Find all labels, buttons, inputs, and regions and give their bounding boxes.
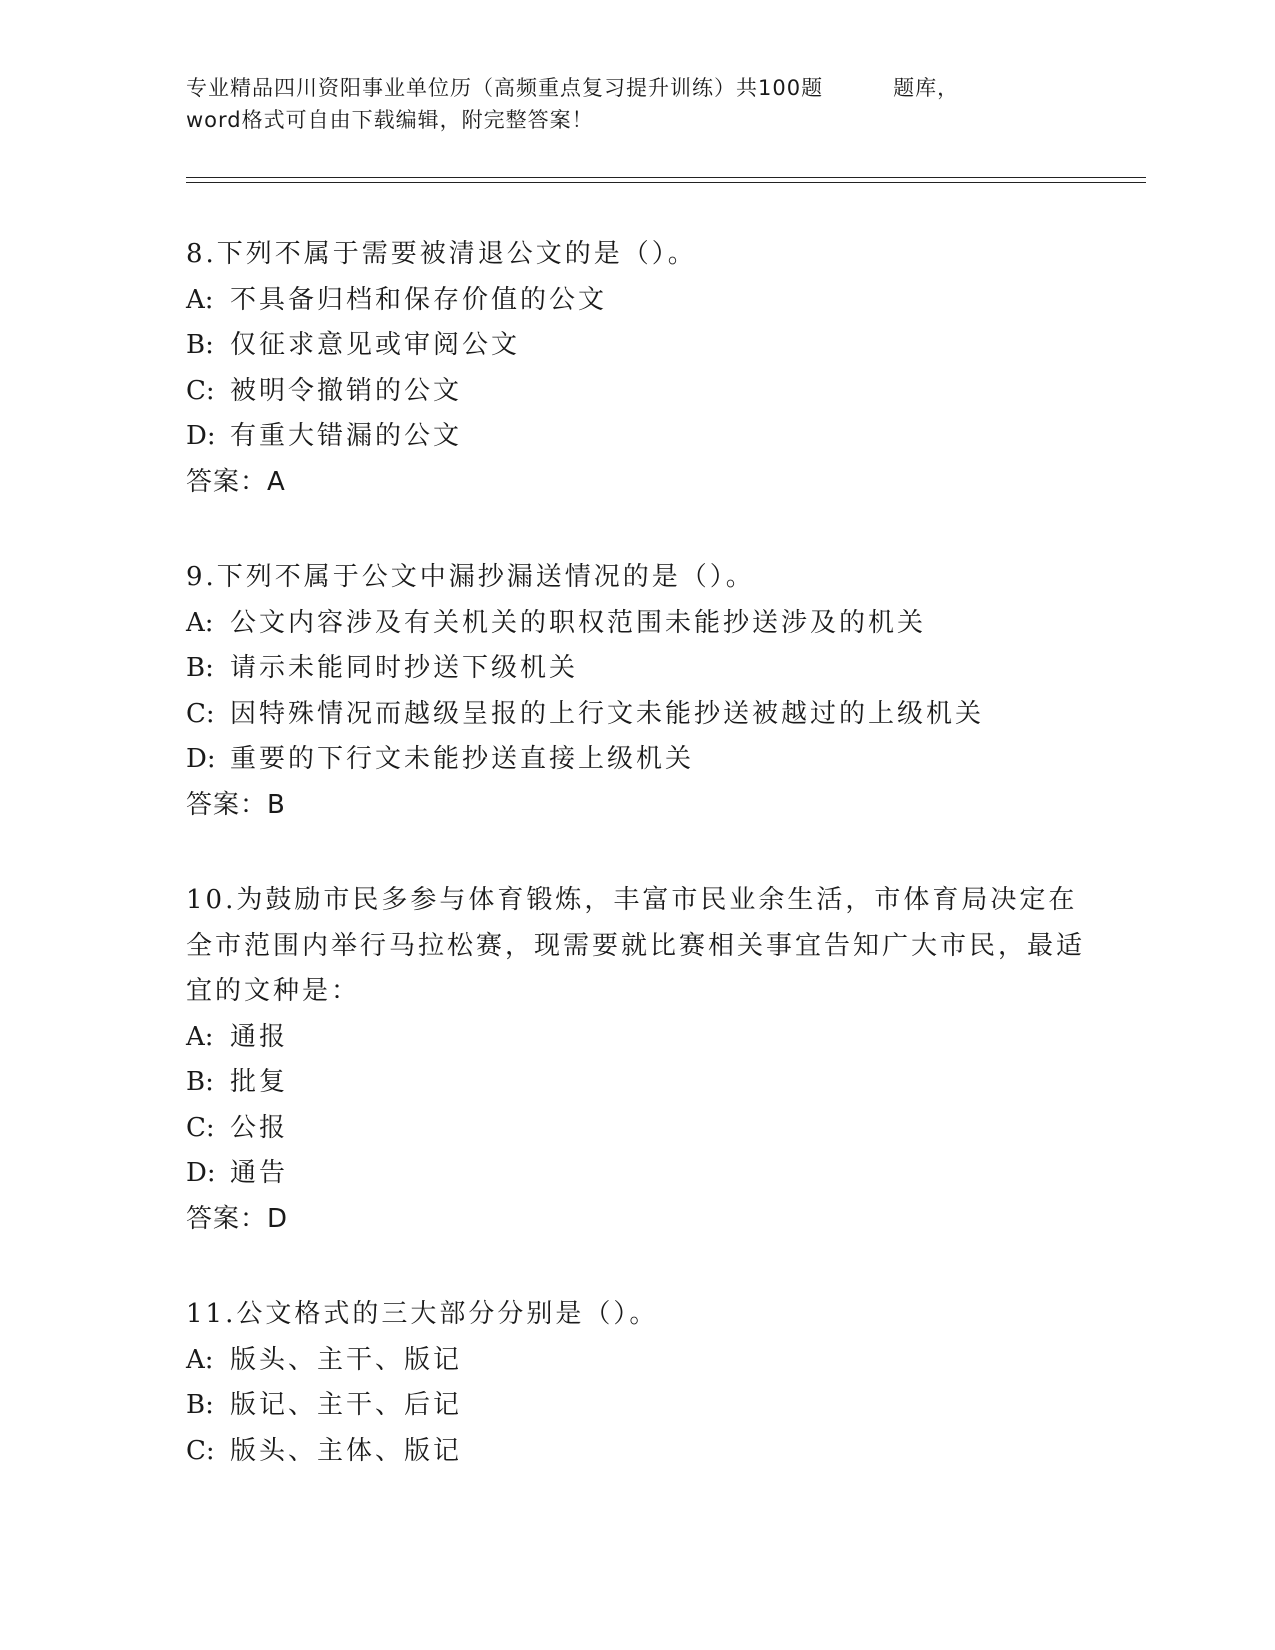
question-option bbox=[186, 1151, 1086, 1197]
option-text: 版记、主干、后记 bbox=[230, 1390, 463, 1420]
document-header bbox=[186, 72, 1146, 136]
question-item bbox=[186, 232, 1086, 505]
question-option bbox=[186, 1383, 1086, 1429]
option-key: A: bbox=[186, 284, 214, 315]
option-key: A: bbox=[186, 1021, 214, 1052]
option-text: 重要的下行文未能抄送直接上级机关 bbox=[230, 744, 695, 774]
option-key: A: bbox=[186, 607, 214, 638]
option-text: 被明令撤销的公文 bbox=[230, 375, 463, 406]
option-key: A: bbox=[186, 1344, 214, 1375]
question-option bbox=[186, 369, 1086, 415]
question-answer: 答案：B bbox=[186, 789, 286, 820]
question-item bbox=[186, 878, 1086, 1242]
header-divider-bottom bbox=[186, 182, 1146, 183]
option-key: D: bbox=[186, 744, 216, 774]
option-key: B: bbox=[186, 330, 214, 360]
header-subtitle: word格式可自由下载编辑，附完整答案！ bbox=[186, 108, 594, 132]
option-key: C: bbox=[186, 698, 215, 729]
question-stem: 9.下列不属于公文中漏抄漏送情况的是（）。 bbox=[186, 562, 755, 592]
option-key: D: bbox=[186, 421, 216, 451]
option-text: 请示未能同时抄送下级机关 bbox=[230, 653, 579, 683]
option-text: 公报 bbox=[230, 1112, 289, 1143]
option-key: C: bbox=[186, 1112, 215, 1143]
question-option bbox=[186, 1106, 1086, 1152]
option-key: D: bbox=[186, 1158, 216, 1188]
header-title-suffix: 题库， bbox=[893, 76, 960, 100]
option-text: 版头、主干、版记 bbox=[230, 1344, 463, 1375]
header-line-1 bbox=[186, 72, 1146, 104]
question-stem: 11.公文格式的三大部分分别是（）。 bbox=[186, 1299, 659, 1329]
question-stem: 10.为鼓励市民多参与体育锻炼，丰富市民业余生活，市体育局决定在全市范围内举行马拉松赛，现需要就比赛相关事宜告知广大市民，最适宜的文种是： bbox=[186, 885, 1086, 1006]
option-text: 仅征求意见或审阅公文 bbox=[230, 330, 521, 360]
question-option bbox=[186, 692, 1086, 738]
question-option bbox=[186, 414, 1086, 460]
option-text: 不具备归档和保存价值的公文 bbox=[230, 284, 608, 315]
header-divider-top bbox=[186, 177, 1146, 178]
question-option bbox=[186, 1338, 1086, 1384]
option-text: 有重大错漏的公文 bbox=[230, 421, 463, 451]
option-text: 通报 bbox=[230, 1021, 289, 1052]
question-option bbox=[186, 1015, 1086, 1061]
header-title: 专业精品四川资阳事业单位历（高频重点复习提升训练）共100题 bbox=[186, 76, 824, 100]
question-option bbox=[186, 646, 1086, 692]
question-item bbox=[186, 1292, 1086, 1474]
option-text: 公文内容涉及有关机关的职权范围未能抄送涉及的机关 bbox=[230, 607, 927, 638]
question-option bbox=[186, 323, 1086, 369]
question-answer: 答案：A bbox=[186, 466, 286, 497]
option-key: C: bbox=[186, 375, 215, 406]
option-text: 因特殊情况而越级呈报的上行文未能抄送被越过的上级机关 bbox=[230, 698, 985, 729]
question-option bbox=[186, 601, 1086, 647]
question-stem: 8.下列不属于需要被清退公文的是（）。 bbox=[186, 239, 697, 269]
question-answer: 答案：D bbox=[186, 1203, 289, 1234]
option-text: 版头、主体、版记 bbox=[230, 1435, 463, 1466]
option-key: B: bbox=[186, 1067, 214, 1097]
question-list bbox=[186, 232, 1086, 1524]
question-option bbox=[186, 1060, 1086, 1106]
question-item bbox=[186, 555, 1086, 828]
option-text: 通告 bbox=[230, 1158, 289, 1188]
option-key: B: bbox=[186, 1390, 214, 1420]
option-key: C: bbox=[186, 1435, 215, 1466]
question-option bbox=[186, 278, 1086, 324]
question-option bbox=[186, 1429, 1086, 1475]
option-key: B: bbox=[186, 653, 214, 683]
question-option bbox=[186, 737, 1086, 783]
option-text: 批复 bbox=[230, 1067, 289, 1097]
